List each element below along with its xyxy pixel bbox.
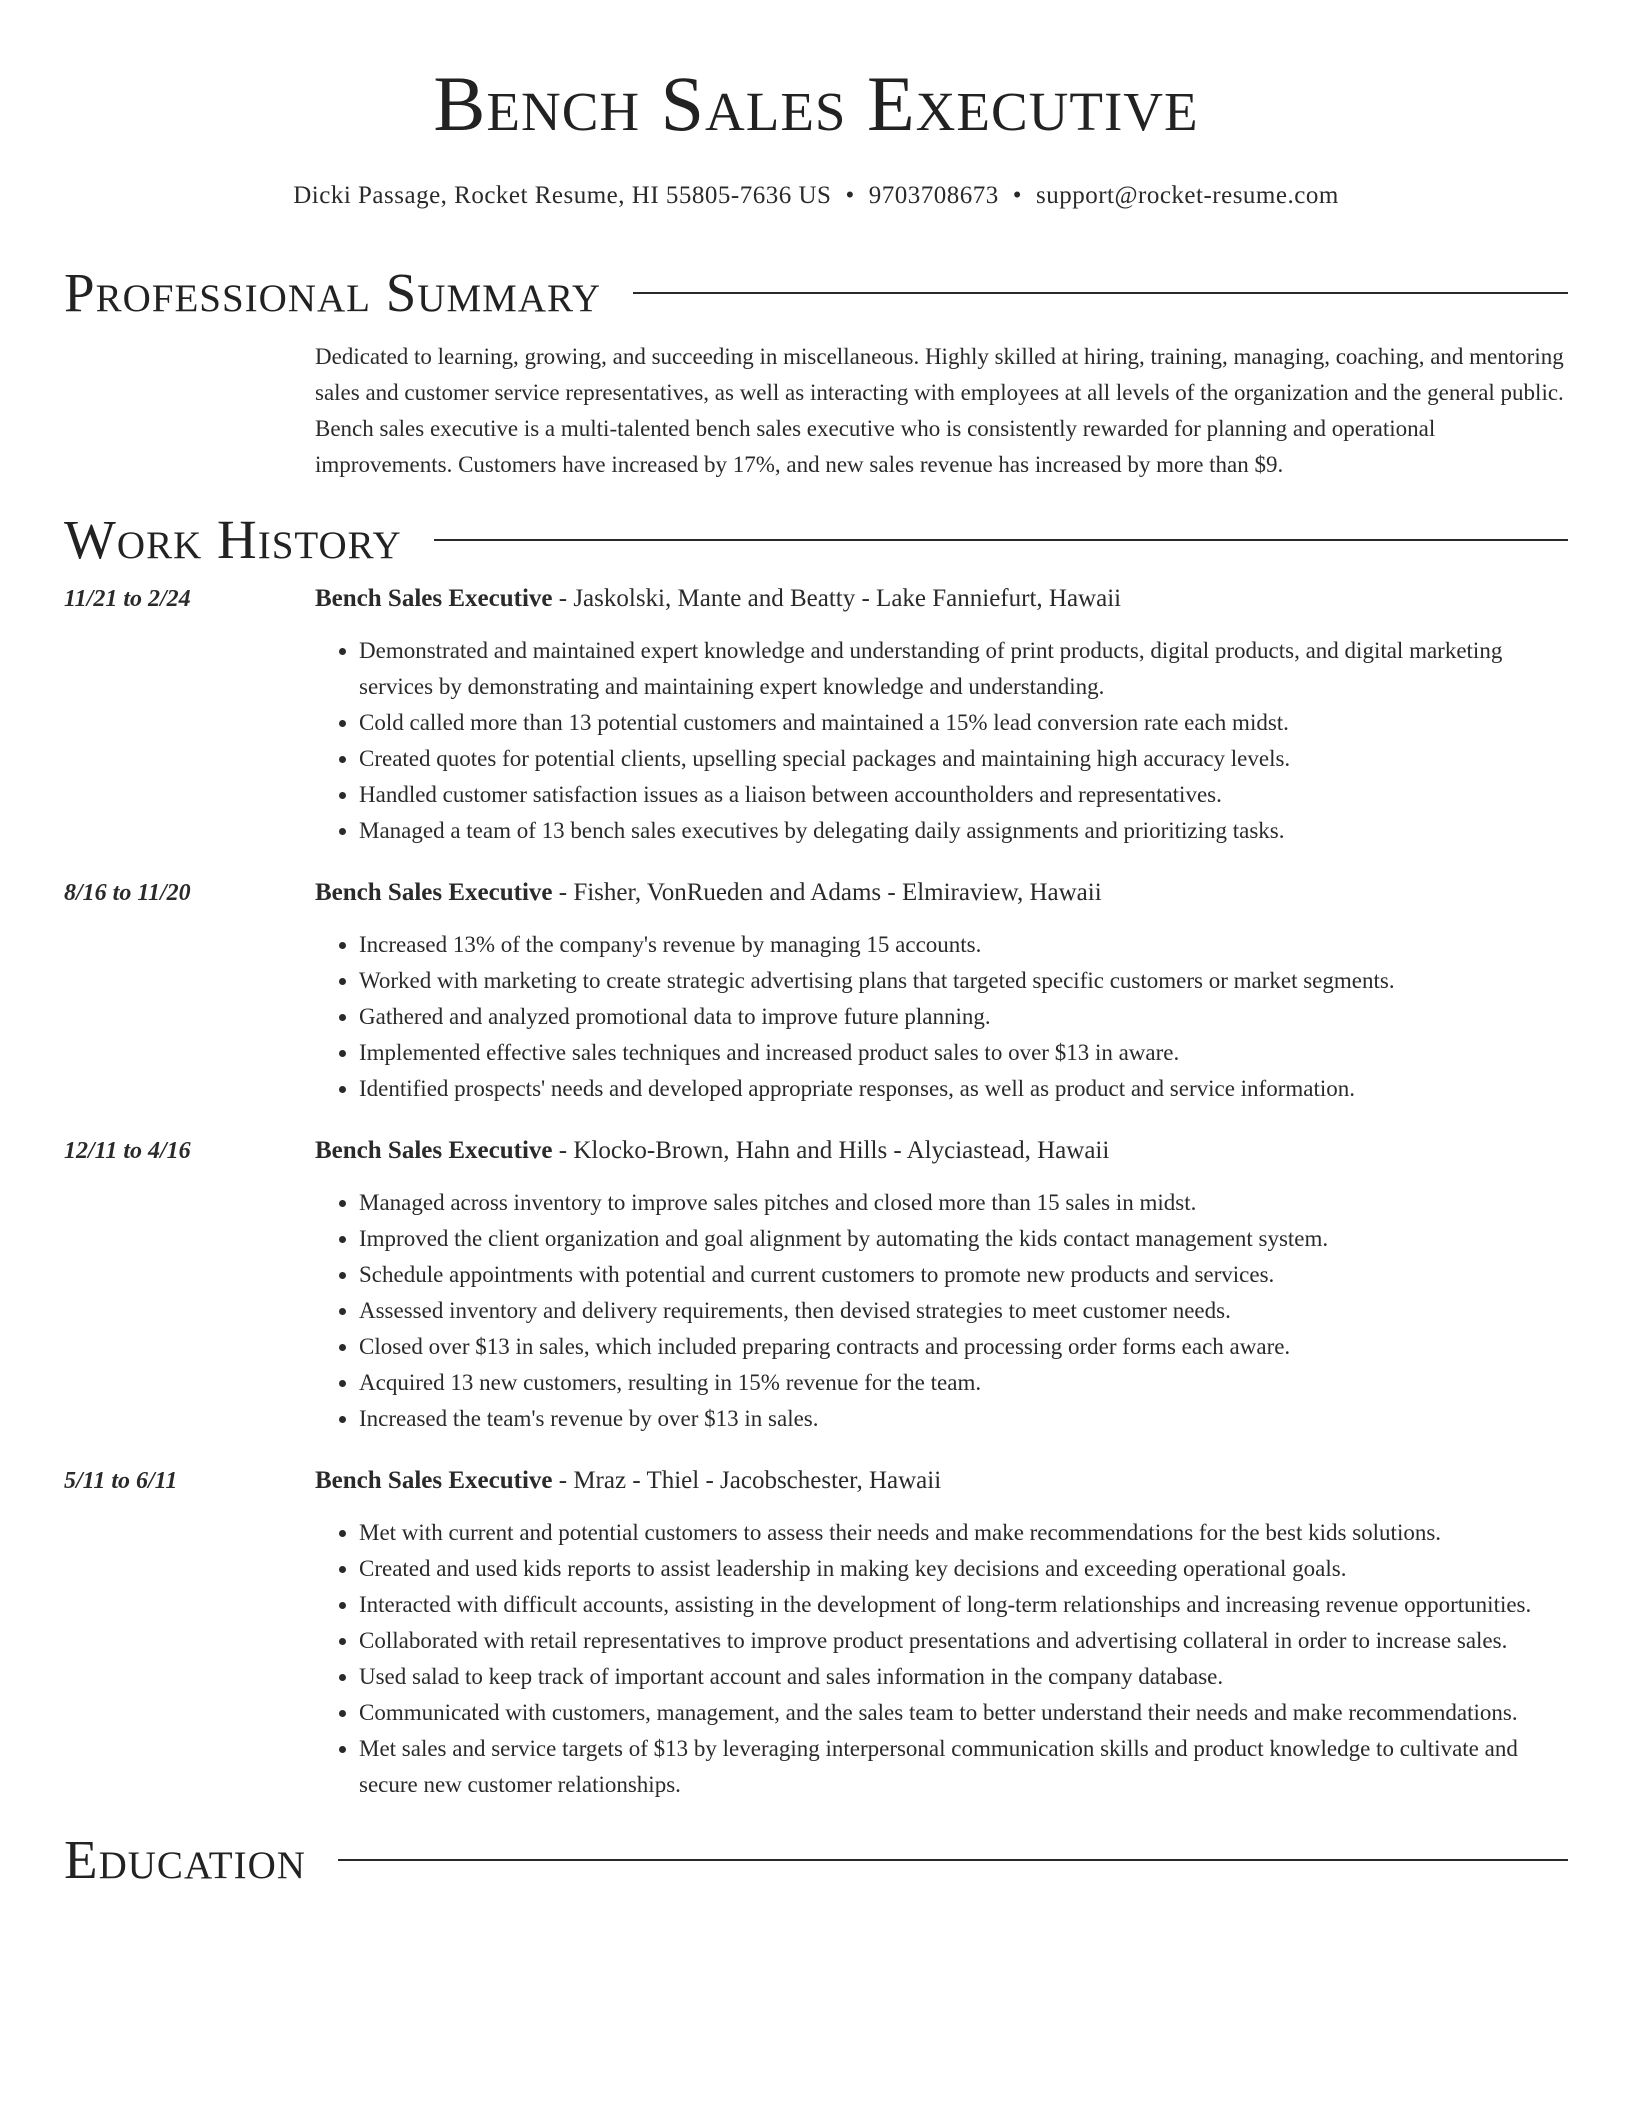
- section-divider: [338, 1859, 1568, 1861]
- job-bullet-list: [315, 1185, 1568, 1437]
- job-body: [315, 875, 1568, 1107]
- job-body: [315, 1133, 1568, 1437]
- job-employer-location: - Mraz - Thiel - Jacobschester, Hawaii: [552, 1467, 942, 1494]
- contact-separator: •: [1012, 182, 1022, 209]
- job-title: Bench Sales Executive: [315, 1467, 553, 1494]
- job-bullet: • Acquired 13 new customers, resulting in 15% revenue for the team.: [359, 1365, 1568, 1401]
- job-body: [315, 1463, 1568, 1803]
- job-bullet: • Interacted with difficult accounts, assisting in the development of long-term relationships and increasing revenue opportunities.: [359, 1587, 1568, 1623]
- job-bullet: • Created and used kids reports to assist leadership in making key decisions and exceeding operational goals.: [359, 1551, 1568, 1587]
- job-bullet: • Communicated with customers, management, and the sales team to better understand their needs and make recommendations.: [359, 1695, 1568, 1731]
- job-employer-location: - Fisher, VonRueden and Adams - Elmiraview, Hawaii: [552, 879, 1102, 906]
- job-list: [64, 581, 1568, 1803]
- job-heading: [315, 1133, 1568, 1169]
- contact-email: support@rocket-resume.com: [1035, 182, 1339, 209]
- job-bullet: • Collaborated with retail representatives to improve product presentations and advertising collateral in order to increase sales.: [359, 1623, 1568, 1659]
- job-entry: [64, 1133, 1568, 1437]
- job-heading: [315, 1463, 1568, 1499]
- job-bullet: • Created quotes for potential clients, upselling special packages and maintaining high accuracy levels.: [359, 741, 1568, 777]
- education-section-header: [64, 1827, 1568, 1893]
- job-bullet: • Implemented effective sales techniques and increased product sales to over $13 in aware.: [359, 1035, 1568, 1071]
- job-employer-location: - Klocko-Brown, Hahn and Hills - Alyciastead, Hawaii: [552, 1137, 1110, 1164]
- job-bullet: • Cold called more than 13 potential customers and maintained a 15% lead conversion rate each midst.: [359, 705, 1568, 741]
- job-bullet: • Worked with marketing to create strategic advertising plans that targeted specific customers or market segments.: [359, 963, 1568, 999]
- job-bullet-list: [315, 927, 1568, 1107]
- job-bullet: • Closed over $13 in sales, which included preparing contracts and processing order forms each aware.: [359, 1329, 1568, 1365]
- job-bullet-list: [315, 1515, 1568, 1803]
- summary-heading: Professional Summary: [64, 262, 602, 323]
- job-bullet-list: [315, 633, 1568, 849]
- section-divider: [633, 292, 1568, 294]
- job-entry: [64, 1463, 1568, 1803]
- job-bullet: • Increased 13% of the company's revenue by managing 15 accounts.: [359, 927, 1568, 963]
- summary-text: Dedicated to learning, growing, and succeeding in miscellaneous. Highly skilled at hiring, training, managing, coaching, and mentoring sales and customer service representatives, as well as interacting with employees at all levels of the organization and the general public. Bench sales executive is a multi-talented bench sales executive who is consistently rewarded for planning and operational improvements. Customers have increased by 17%, and new sales revenue has increased by more than $9.: [315, 344, 1564, 477]
- job-dates: 12/11 to 4/16: [64, 1138, 191, 1164]
- job-bullet: • Identified prospects' needs and developed appropriate responses, as well as product and service information.: [359, 1071, 1568, 1107]
- section-divider: [434, 539, 1568, 541]
- job-bullet: • Demonstrated and maintained expert knowledge and understanding of print products, digital products, and digital marketing services by demonstrating and maintaining expert knowledge and understanding.: [359, 633, 1568, 705]
- contact-line: [64, 180, 1568, 212]
- job-bullet: • Handled customer satisfaction issues as a liaison between accountholders and representatives.: [359, 777, 1568, 813]
- job-bullet: • Met with current and potential customers to assess their needs and make recommendations for the best kids solutions.: [359, 1515, 1568, 1551]
- job-bullet: • Managed across inventory to improve sales pitches and closed more than 15 sales in midst.: [359, 1185, 1568, 1221]
- job-bullet: • Increased the team's revenue by over $13 in sales.: [359, 1401, 1568, 1437]
- job-title: Bench Sales Executive: [315, 585, 553, 612]
- job-bullet: • Used salad to keep track of important account and sales information in the company database.: [359, 1659, 1568, 1695]
- job-title: Bench Sales Executive: [315, 1137, 553, 1164]
- job-employer-location: - Jaskolski, Mante and Beatty - Lake Fanniefurt, Hawaii: [552, 585, 1122, 612]
- summary-section-header: [64, 260, 1568, 326]
- job-heading: [315, 875, 1568, 911]
- job-title: Bench Sales Executive: [315, 879, 553, 906]
- work-history-section-header: [64, 507, 1568, 573]
- contact-separator: •: [845, 182, 855, 209]
- work-history-heading: Work History: [64, 509, 402, 570]
- education-heading: Education: [64, 1829, 306, 1890]
- job-entry: [64, 875, 1568, 1107]
- job-bullet: • Improved the client organization and goal alignment by automating the kids contact management system.: [359, 1221, 1568, 1257]
- job-dates: 11/21 to 2/24: [64, 586, 191, 612]
- job-bullet: • Met sales and service targets of $13 by leveraging interpersonal communication skills and product knowledge to cultivate and secure new customer relationships.: [359, 1731, 1568, 1803]
- job-bullet: • Managed a team of 13 bench sales executives by delegating daily assignments and prioritizing tasks.: [359, 813, 1568, 849]
- job-entry: [64, 581, 1568, 849]
- job-bullet: • Assessed inventory and delivery requirements, then devised strategies to meet customer needs.: [359, 1293, 1568, 1329]
- job-bullet: • Schedule appointments with potential and current customers to promote new products and services.: [359, 1257, 1568, 1293]
- contact-phone: 9703708673: [868, 182, 999, 209]
- job-dates: 5/11 to 6/11: [64, 1468, 178, 1494]
- page-title: Bench Sales Executive: [433, 60, 1199, 147]
- job-body: [315, 581, 1568, 849]
- job-bullet: • Gathered and analyzed promotional data to improve future planning.: [359, 999, 1568, 1035]
- contact-address: Dicki Passage, Rocket Resume, HI 55805-7636 US: [293, 182, 832, 209]
- job-dates: 8/16 to 11/20: [64, 880, 191, 906]
- job-heading: [315, 581, 1568, 617]
